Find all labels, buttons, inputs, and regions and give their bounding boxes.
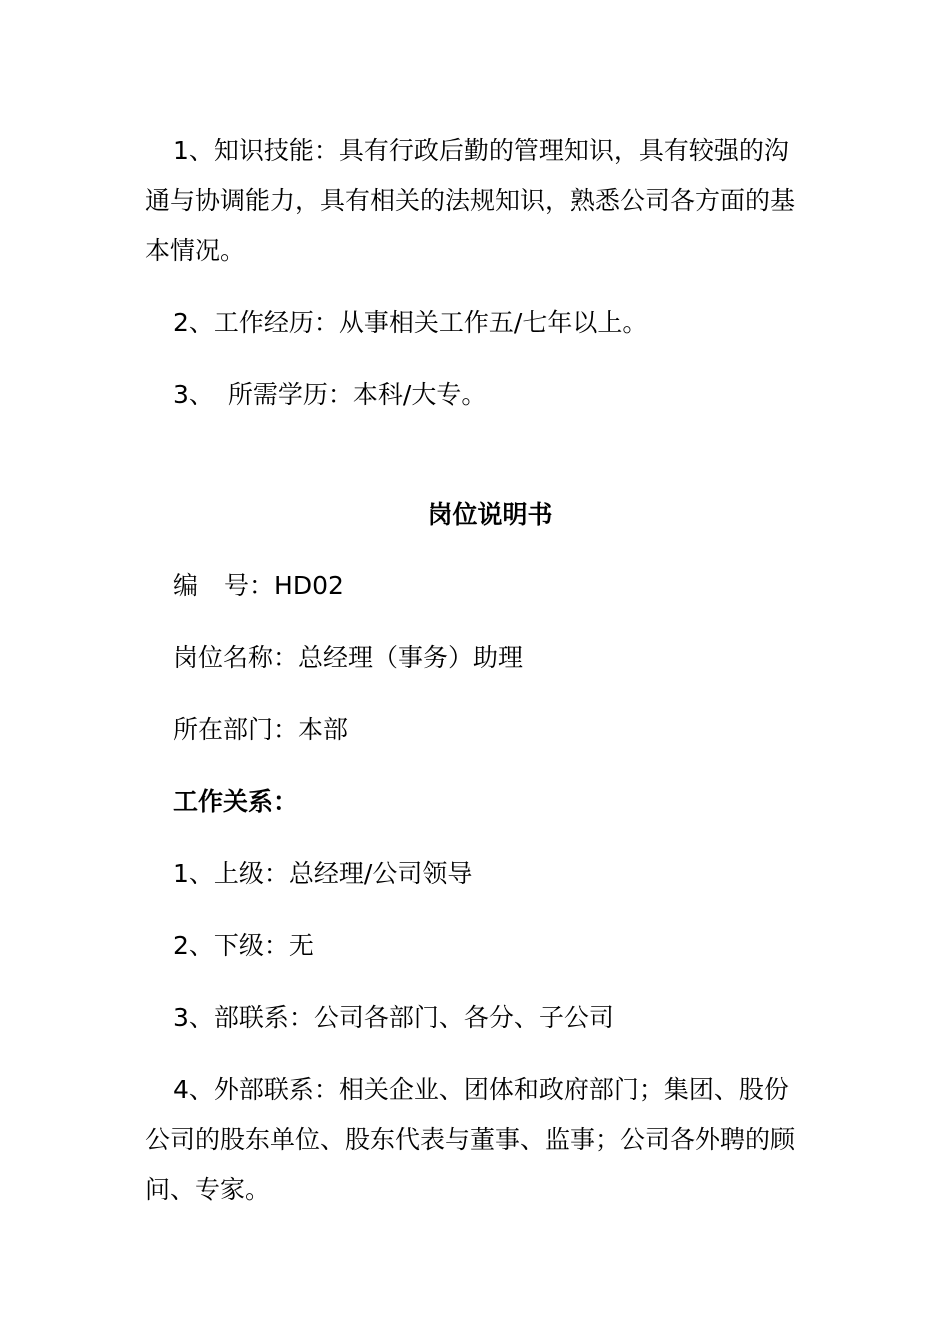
relations-heading: 工作关系： [173, 787, 299, 816]
relation-superior: 1、上级：总经理/公司领导 [173, 859, 473, 888]
position-name: 岗位名称：总经理（事务）助理 [173, 643, 524, 672]
requirement-education [145, 370, 810, 420]
job-number [145, 561, 810, 611]
relation-internal: 3、部联系：公司各部门、各分、子公司 [173, 1003, 614, 1032]
job-number-label-b: 号：HD02 [224, 571, 344, 600]
requirement-education-number: 3、 [173, 380, 214, 409]
requirement-education-text: 所需学历：本科/大专。 [227, 380, 487, 409]
job-number-label-a: 编 [173, 571, 199, 600]
document-title: 岗位说明书 [427, 500, 553, 529]
department: 所在部门：本部 [173, 715, 349, 744]
relation-external: 4、外部联系：相关企业、团体和政府部门；集团、股份公司的股东单位、股东代表与董事、监事；公司各外聘的顾问、专家。 [145, 1075, 796, 1204]
requirement-work-experience: 2、工作经历：从事相关工作五/七年以上。 [173, 308, 648, 337]
requirement-knowledge-skills: 1、知识技能：具有行政后勤的管理知识，具有较强的沟通与协调能力，具有相关的法规知识，熟悉公司各方面的基本情况。 [145, 136, 796, 265]
relation-subordinate: 2、下级：无 [173, 931, 314, 960]
